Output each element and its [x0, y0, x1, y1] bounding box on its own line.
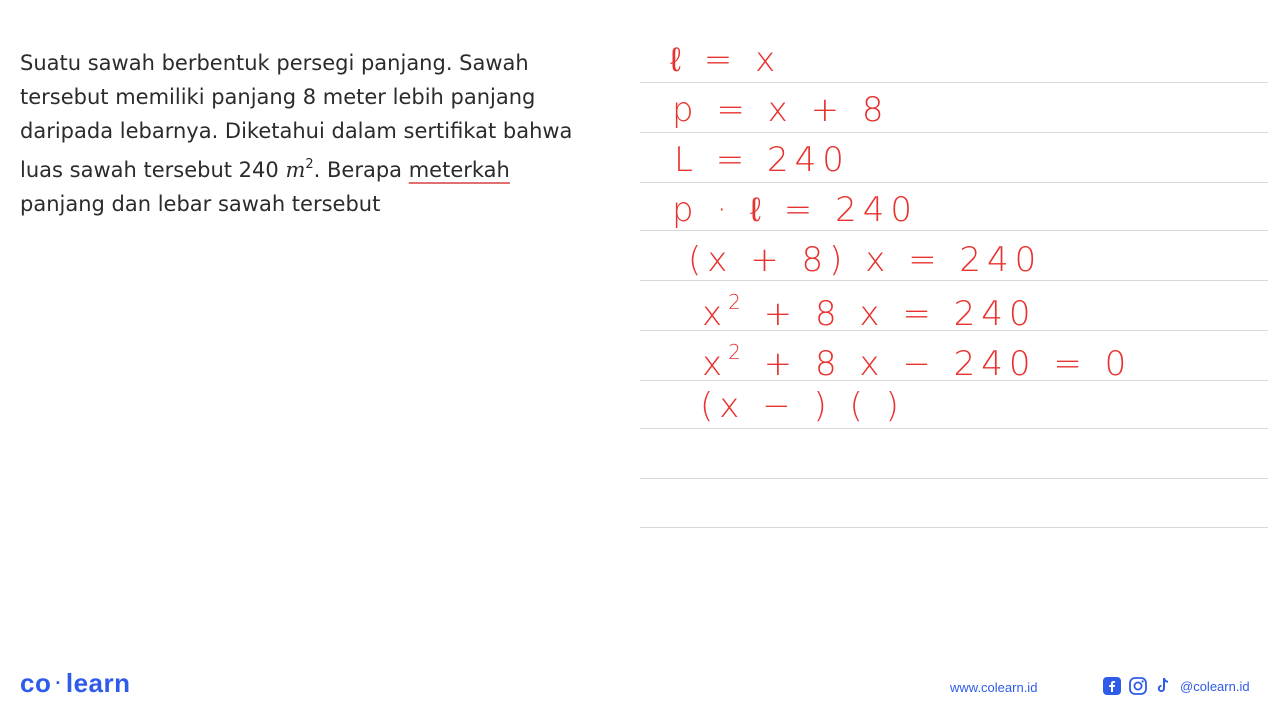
- colearn-logo: [20, 668, 131, 699]
- work-line-8: (x − ) ( ): [700, 386, 905, 426]
- facebook-icon: [1102, 676, 1122, 696]
- work-line-5: (x + 8) x = 240: [688, 240, 1043, 280]
- ruled-line: [640, 280, 1268, 281]
- logo-part-learn: learn: [65, 668, 131, 698]
- ruled-line: [640, 230, 1268, 231]
- ruled-line: [640, 132, 1268, 133]
- area-unit: [285, 158, 313, 182]
- work-line-6-exponent: 2: [728, 290, 747, 314]
- problem-statement: [20, 46, 620, 221]
- problem-line-4-middle: . Berapa: [313, 158, 409, 182]
- ruled-line: [640, 82, 1268, 83]
- work-line-2: p = x + 8: [672, 90, 890, 130]
- ruled-line: [640, 478, 1268, 479]
- ruled-notebook-area: [640, 0, 1268, 560]
- instagram-icon: [1128, 676, 1148, 696]
- area-unit-exponent: 2: [305, 157, 314, 172]
- ruled-line: [640, 428, 1268, 429]
- problem-line-4-start: luas sawah tersebut 240: [20, 158, 286, 182]
- work-line-3: L = 240: [674, 140, 850, 180]
- work-line-6: [702, 290, 1037, 334]
- work-line-7: [702, 340, 1132, 384]
- work-line-7-rest: + 8 x − 240 = 0: [746, 344, 1133, 384]
- work-line-6-base: x: [702, 294, 729, 334]
- problem-line-1: Suatu sawah berbentuk persegi panjang. Sawah: [20, 51, 529, 75]
- website-link: www.colearn.id: [950, 680, 1038, 695]
- social-links: [1102, 676, 1250, 696]
- work-line-4: p · ℓ = 240: [672, 190, 918, 230]
- problem-line-3: daripada lebarnya. Diketahui dalam sertifikat bahwa: [20, 119, 573, 143]
- problem-line-5: panjang dan lebar sawah tersebut: [20, 192, 381, 216]
- work-line-7-base: x: [702, 344, 729, 384]
- tiktok-icon: [1154, 676, 1172, 696]
- work-line-7-exponent: 2: [728, 340, 747, 364]
- work-line-1: ℓ = x: [670, 40, 782, 80]
- problem-line-4: [20, 148, 620, 187]
- underlined-word: meterkah: [408, 158, 510, 182]
- ruled-line: [640, 182, 1268, 183]
- work-line-6-rest: + 8 x = 240: [746, 294, 1037, 334]
- area-unit-base: m: [285, 158, 306, 182]
- logo-part-co: co: [20, 668, 52, 698]
- logo-dot: ·: [55, 673, 62, 693]
- problem-line-2: tersebut memiliki panjang 8 meter lebih panjang: [20, 85, 536, 109]
- ruled-line: [640, 527, 1268, 528]
- social-handle: @colearn.id: [1180, 678, 1250, 694]
